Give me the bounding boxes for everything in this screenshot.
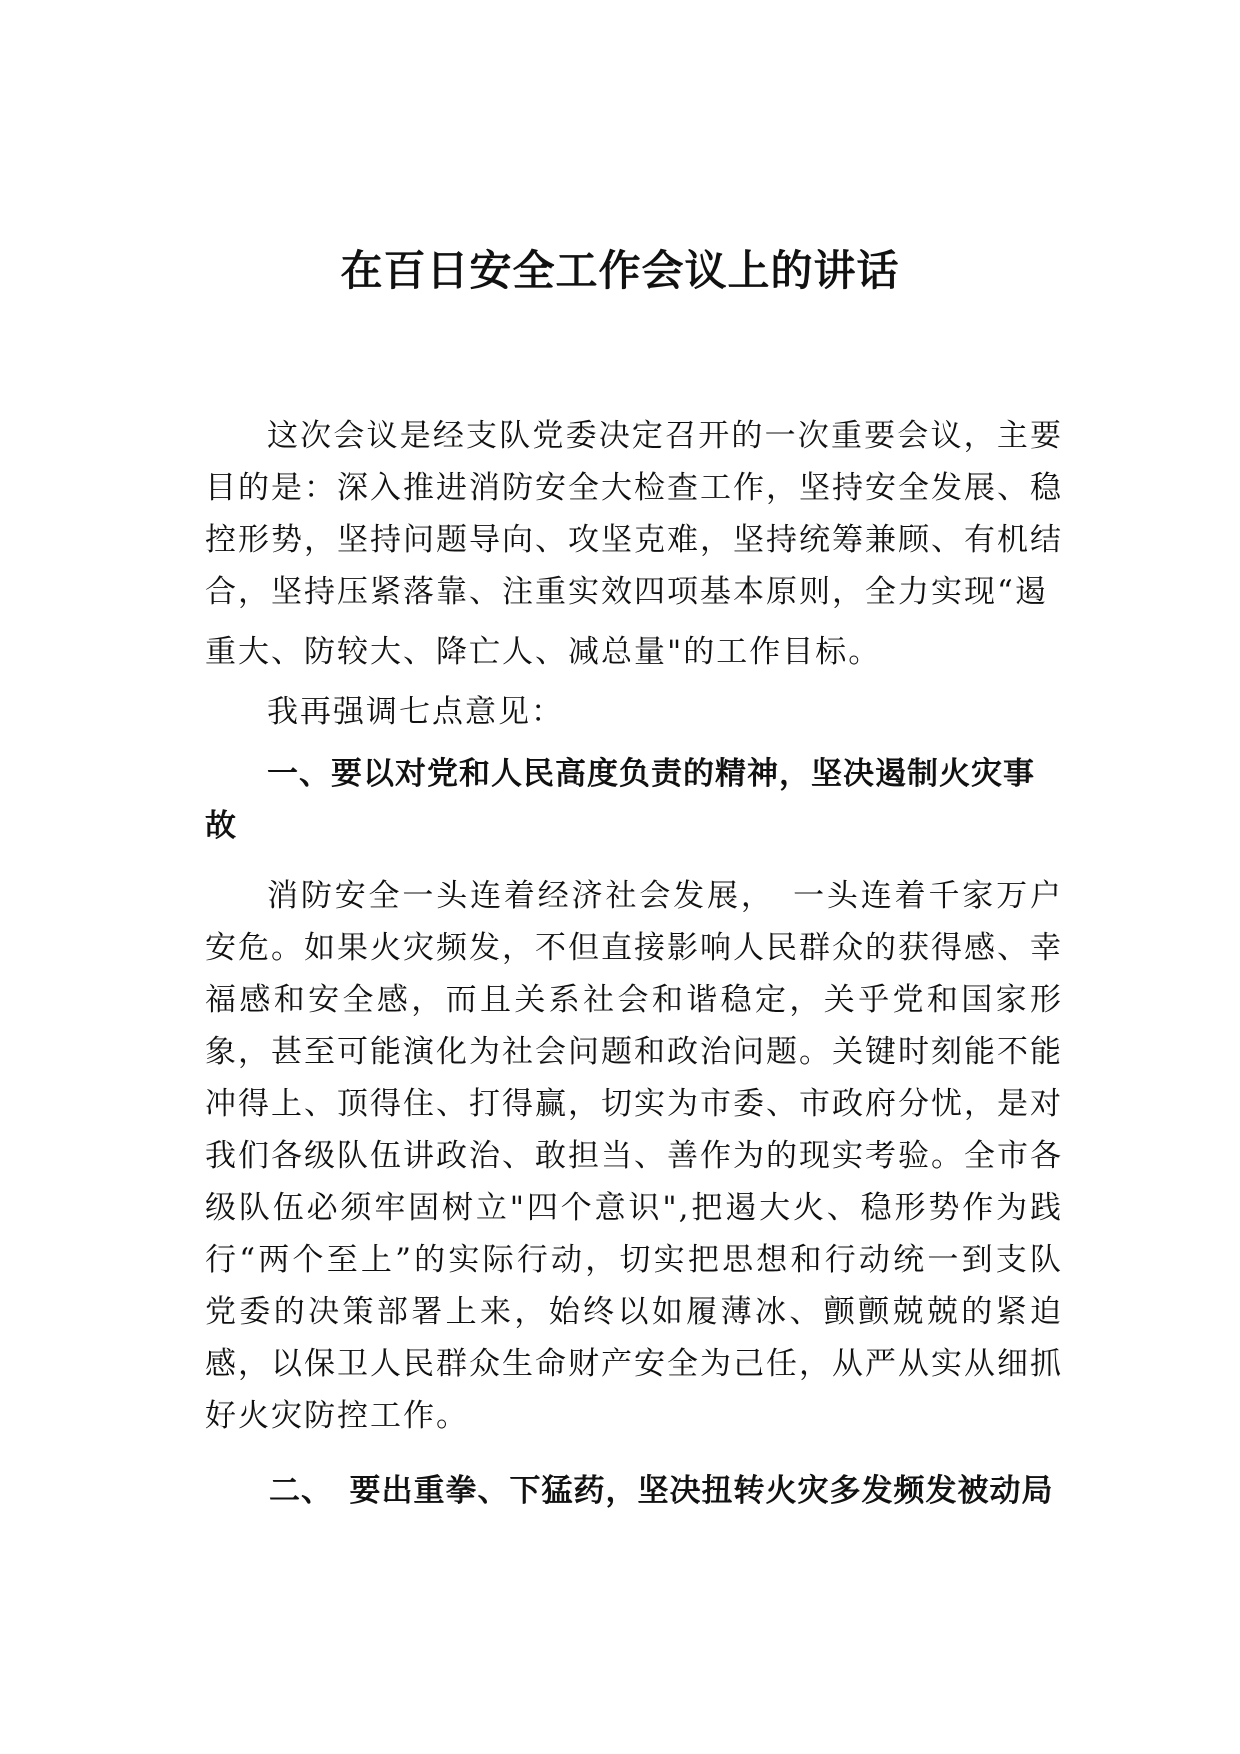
section-heading-2: 二、 要出重拳、下猛药，坚决扭转火灾多发频发被动局 <box>269 1473 1054 1509</box>
section-heading-1: 一、要以对党和人民高度负责的精神，坚决遏制火灾事故 <box>205 756 1035 844</box>
document-title: 在百日安全工作会议上的讲话 <box>340 246 900 295</box>
seven-points-paragraph: 我再强调七点意见： <box>267 694 564 730</box>
intro-paragraph-text: 这次会议是经支队党委决定召开的一次重要会议，主要目的是：深入推进消防安全大检查工作，坚持安全发展、稳控形势，坚持问题导向、攻坚克难，坚持统筹兼顾、有机结合，坚持压紧落靠、注重实效四项基本原则，全力实现“遏 <box>205 418 1063 610</box>
intro-paragraph-tail: 重大、防较大、降亡人、减总量"的工作目标。 <box>205 634 882 670</box>
document-body <box>205 410 1063 1512</box>
section-1-paragraph: 消防安全一头连着经济社会发展， 一头连着千家万户安危。如果火灾频发，不但直接影响人民群众的获得感、幸福感和安全感，而且关系社会和谐稳定，关乎党和国家形象，甚至可能演化为社会问题和政治问题。关键时刻能不能冲得上、顶得住、打得赢，切实为市委、市政府分忧，是对我们各级队伍讲政治、敢担当、善作为的现实考验。全市各级队伍必须牢固树立"四个意识",把遏大火、稳形势作为践行“两个至上”的实际行动，切实把思想和行动统一到支队党委的决策部署上来，始终以如履薄冰、颤颤兢兢的紧迫感，以保卫人民群众生命财产安全为己任，从严从实从细抓好火灾防控工作。 <box>205 878 1063 1434</box>
intro-paragraph <box>205 410 1063 678</box>
